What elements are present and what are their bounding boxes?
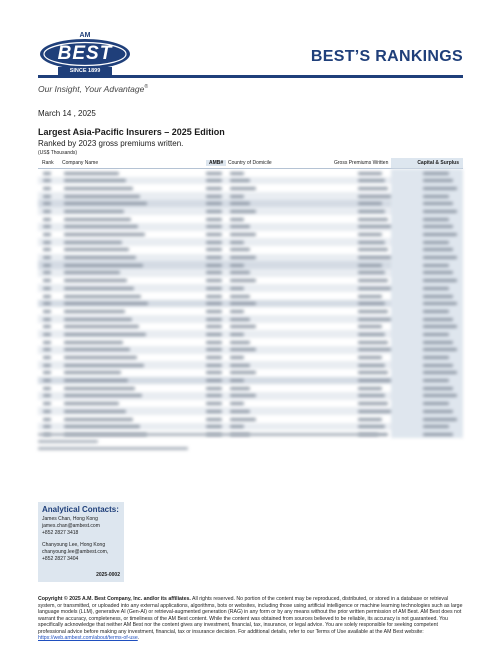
blurred-cell-text <box>43 410 51 413</box>
blurred-cell-text <box>358 325 382 328</box>
blurred-cell-text <box>206 425 222 428</box>
blurred-cell-text <box>230 195 244 198</box>
blurred-cell-text <box>43 387 51 390</box>
table-body-blurred <box>38 169 463 438</box>
table-row <box>38 346 463 354</box>
blurred-cell-text <box>423 179 453 182</box>
blurred-cell-text <box>64 210 124 213</box>
blurred-cell-text <box>358 279 388 282</box>
blurred-cell-text <box>206 325 222 328</box>
table-row <box>38 254 463 262</box>
blurred-cell-text <box>43 241 51 244</box>
blurred-cell-text <box>423 187 457 190</box>
blurred-cell-text <box>358 172 382 175</box>
blurred-cell-text <box>206 410 222 413</box>
header-divider <box>38 75 463 78</box>
contact-1-phone: +852 2827 3418 <box>42 530 79 536</box>
blurred-cell-text <box>64 325 139 328</box>
blurred-cell-text <box>423 225 453 228</box>
blurred-cell-text <box>206 264 222 267</box>
blurred-cell-text <box>206 256 222 259</box>
blurred-cell-text <box>423 341 453 344</box>
blurred-cell-text <box>358 341 388 344</box>
blurred-cell-text <box>206 371 222 374</box>
tagline-text: Our Insight, Your Advantage <box>38 84 145 94</box>
blurred-cell-text <box>206 287 222 290</box>
blurred-cell-text <box>64 364 144 367</box>
table-row <box>38 223 463 231</box>
table-row <box>38 338 463 346</box>
terms-of-use-link[interactable]: https://web.ambest.com/about/terms-of-use <box>38 635 138 641</box>
blurred-cell-text <box>358 195 391 198</box>
copyright-lead: Copyright © 2025 A.M. Best Company, Inc. and/or its affiliates. <box>38 596 191 602</box>
blurred-cell-text <box>358 418 382 421</box>
am-best-logo <box>38 32 132 78</box>
blurred-cell-text <box>64 318 132 321</box>
table-row <box>38 284 463 292</box>
blurred-cell-text <box>64 218 131 221</box>
blurred-cell-text <box>358 333 385 336</box>
blurred-cell-text <box>358 364 385 367</box>
logo-best-text: BEST <box>57 43 113 64</box>
blurred-cell-text <box>43 356 51 359</box>
table-row <box>38 300 463 308</box>
blurred-cell-text <box>206 333 222 336</box>
blurred-cell-text <box>206 187 222 190</box>
blurred-cell-text <box>230 302 256 305</box>
blurred-cell-text <box>206 241 222 244</box>
contact-1-name: James Chan, Hong Kong <box>42 516 98 522</box>
blurred-cell-text <box>64 225 138 228</box>
blurred-cell-text <box>206 248 222 251</box>
copyright-notice: Copyright © 2025 A.M. Best Company, Inc. and/or its affiliates. All rights reserved. No portion of the content may be reproduced, distributed, or stored in a database or retrieval system, or transmitted, or uploaded into any external applications, algorithms, bots or websites, including those using artificial intelligence or machine learning technologies such as large language models (LLM), generative AI (Gen-AI) or retrieval-augmented generation (RAG) in any form or by any means without the prior written permission of AM Best. AM Best does not warrant the accuracy, completeness, or timeliness of the AM Best content. While the content was obtained from sources believed to be reliable, its accuracy is not guaranteed. You specifically acknowledge that neither AM Best nor the content gives any investment, financial, tax, insurance, or legal advice. You are solely responsible for seeking competent professional advice before making any investment, financial, tax or insurance decision. For additional details, refer to our Terms of Use available at the AM Best website: https://web.ambest.com/about/terms-of-use. <box>38 596 463 641</box>
blurred-cell-text <box>43 218 51 221</box>
blurred-cell-text <box>358 179 385 182</box>
table-row <box>38 169 463 177</box>
table-footnotes-blurred <box>38 433 388 454</box>
blurred-cell-text <box>206 202 222 205</box>
blurred-cell-text <box>64 279 127 282</box>
blurred-cell-text <box>43 264 51 267</box>
table-row <box>38 315 463 323</box>
blurred-cell-text <box>358 264 382 267</box>
blurred-cell-text <box>64 295 141 298</box>
blurred-cell-text <box>64 233 145 236</box>
blurred-cell-text <box>423 248 453 251</box>
blurred-cell-text <box>358 356 382 359</box>
blurred-cell-text <box>206 394 222 397</box>
table-row <box>38 330 463 338</box>
page-header <box>0 0 500 94</box>
blurred-cell-text <box>423 394 457 397</box>
table-row <box>38 423 463 431</box>
blurred-cell-text <box>423 210 457 213</box>
blurred-cell-text <box>43 325 51 328</box>
blurred-cell-text <box>358 394 385 397</box>
blurred-cell-text <box>230 271 250 274</box>
blurred-cell-text <box>230 210 256 213</box>
blurred-cell-text <box>230 218 244 221</box>
blurred-cell-text <box>230 264 244 267</box>
blurred-cell-text <box>423 387 453 390</box>
blurred-cell-text <box>423 271 453 274</box>
blurred-cell-text <box>43 333 51 336</box>
table-row <box>38 369 463 377</box>
blurred-cell-text <box>423 379 449 382</box>
blurred-cell-text <box>206 348 222 351</box>
blurred-cell-text <box>358 225 391 228</box>
blurred-cell-text <box>358 387 382 390</box>
report-title: Largest Asia-Pacific Insurers – 2025 Edition <box>38 127 225 137</box>
blurred-cell-text <box>43 295 51 298</box>
blurred-cell-text <box>423 418 457 421</box>
blurred-cell-text <box>64 241 122 244</box>
blurred-cell-text <box>230 387 250 390</box>
blurred-cell-text <box>43 348 51 351</box>
blurred-cell-text <box>358 202 382 205</box>
blurred-cell-text <box>206 233 222 236</box>
blurred-cell-text <box>230 202 250 205</box>
blurred-cell-text <box>206 279 222 282</box>
logo-am-text: AM <box>79 32 91 39</box>
blurred-cell-text <box>358 371 388 374</box>
table-row <box>38 200 463 208</box>
blurred-cell-text <box>423 302 457 305</box>
blurred-cell-text <box>230 371 256 374</box>
blurred-cell-text <box>423 241 449 244</box>
table-row <box>38 215 463 223</box>
blurred-cell-text <box>230 225 250 228</box>
blurred-cell-text <box>230 325 256 328</box>
contact-2-name: Chanyoung Lee, Hong Kong <box>42 542 106 548</box>
blurred-cell-text <box>358 410 391 413</box>
blurred-cell-text <box>64 287 134 290</box>
blurred-cell-text <box>423 371 457 374</box>
logo-since-text: SINCE 1899 <box>58 67 112 75</box>
blurred-cell-text <box>43 233 51 236</box>
table-row <box>38 361 463 369</box>
blurred-cell-text <box>230 333 244 336</box>
blurred-cell-text <box>358 271 385 274</box>
table-row <box>38 400 463 408</box>
blurred-cell-text <box>64 310 125 313</box>
blurred-cell-text <box>206 302 222 305</box>
contact-2-email[interactable]: chanyoung.lee@ambest.com, <box>42 549 109 555</box>
blurred-cell-text <box>206 364 222 367</box>
report-units: (US$ Thousands) <box>38 150 78 156</box>
blurred-cell-text <box>423 295 453 298</box>
blurred-cell-text <box>230 394 256 397</box>
copyright-body: All rights reserved. No portion of the content may be reproduced, distributed, or stored in a database or retrieval system, or transmitted, or uploaded into any external applications, algorithms, bots or websites, including those using artificial intelligence or machine learning technologies such as large language models (LLM), generative AI (Gen-AI) or retrieval-augmented generation (RAG) in any form or by any means without the prior written permission of AM Best. AM Best does not warrant the accuracy, completeness, or timeliness of the AM Best content. While the content was obtained from sources believed to be reliable, its accuracy is not guaranteed. You specifically acknowledge that neither AM Best nor the content gives any investment, financial, tax, insurance, or legal advice. You are solely responsible for seeking competent professional advice before making any investment, financial, tax or insurance decision. For additional details, refer to our Terms of Use available at the AM Best website: <box>38 596 463 635</box>
blurred-cell-text <box>423 318 453 321</box>
blurred-cell-text <box>423 356 449 359</box>
blurred-cell-text <box>206 172 222 175</box>
blurred-cell-text <box>358 218 388 221</box>
blurred-cell-text <box>43 172 51 175</box>
blurred-cell-text <box>230 379 244 382</box>
blurred-cell-text <box>358 348 391 351</box>
blurred-cell-text <box>64 172 119 175</box>
blurred-cell-text <box>64 302 148 305</box>
blurred-cell-text <box>358 402 388 405</box>
tagline <box>38 84 148 94</box>
blurred-cell-text <box>423 402 449 405</box>
blurred-cell-text <box>358 287 391 290</box>
blurred-cell-text <box>64 271 120 274</box>
blurred-cell-text <box>43 402 51 405</box>
blurred-cell-text <box>358 233 382 236</box>
blurred-cell-text <box>43 279 51 282</box>
blurred-cell-text <box>423 172 449 175</box>
blurred-cell-text <box>64 256 136 259</box>
blurred-cell-text <box>43 394 51 397</box>
table-row <box>38 407 463 415</box>
col-company-header: Company Name <box>62 160 99 166</box>
blurred-cell-text <box>423 233 457 236</box>
blurred-cell-text <box>230 402 244 405</box>
blurred-cell-text <box>43 418 51 421</box>
blurred-cell-text <box>64 402 119 405</box>
table-row <box>38 184 463 192</box>
blurred-cell-text <box>423 410 453 413</box>
blurred-cell-text <box>43 271 51 274</box>
blurred-cell-text <box>358 302 385 305</box>
blurred-cell-text <box>64 187 133 190</box>
blurred-cell-text <box>230 418 256 421</box>
blurred-cell-text <box>230 233 256 236</box>
blurred-cell-text <box>43 318 51 321</box>
blurred-cell-text <box>206 418 222 421</box>
col-premiums-header: Gross Premiums Written <box>334 160 389 166</box>
blurred-cell-text <box>230 287 244 290</box>
blurred-cell-text <box>43 310 51 313</box>
blurred-cell-text <box>230 256 256 259</box>
blurred-cell-text <box>43 341 51 344</box>
table-row <box>38 415 463 423</box>
blurred-cell-text <box>64 425 140 428</box>
blurred-cell-text <box>64 418 133 421</box>
table-row <box>38 277 463 285</box>
report-code: 2025-0002 <box>96 572 120 578</box>
blurred-cell-text <box>358 248 388 251</box>
table-header <box>38 158 463 169</box>
blurred-cell-text <box>423 310 449 313</box>
blurred-cell-text <box>64 333 146 336</box>
blurred-cell-text <box>423 364 453 367</box>
blurred-cell-text <box>64 348 130 351</box>
blurred-cell-text <box>206 225 222 228</box>
blurred-cell-text <box>64 341 123 344</box>
blurred-cell-text <box>206 218 222 221</box>
blurred-cell-text <box>423 256 457 259</box>
col-capital-header: Capital & Surplus <box>417 160 459 166</box>
blurred-cell-text <box>43 371 51 374</box>
blurred-cell-text <box>64 248 129 251</box>
blurred-cell-text <box>43 379 51 382</box>
table-row <box>38 238 463 246</box>
table-row <box>38 246 463 254</box>
blurred-cell-text <box>206 195 222 198</box>
blurred-cell-text <box>43 287 51 290</box>
blurred-cell-text <box>423 333 449 336</box>
footnote-line <box>38 433 378 436</box>
blurred-cell-text <box>230 172 244 175</box>
blurred-cell-text <box>64 387 135 390</box>
blurred-cell-text <box>64 356 137 359</box>
blurred-cell-text <box>64 264 143 267</box>
blurred-cell-text <box>358 318 391 321</box>
table-row <box>38 384 463 392</box>
blurred-cell-text <box>230 279 256 282</box>
blurred-cell-text <box>358 310 388 313</box>
table-row <box>38 177 463 185</box>
blurred-cell-text <box>423 195 449 198</box>
table-row <box>38 269 463 277</box>
col-rank-header: Rank <box>42 160 54 166</box>
blurred-cell-text <box>43 202 51 205</box>
blurred-cell-text <box>358 241 385 244</box>
blurred-cell-text <box>358 187 388 190</box>
blurred-cell-text <box>206 356 222 359</box>
blurred-cell-text <box>206 295 222 298</box>
blurred-cell-text <box>230 425 244 428</box>
contact-1-email[interactable]: james.chan@ambest.com <box>42 523 100 529</box>
footnote-line <box>38 440 98 443</box>
blurred-cell-text <box>206 341 222 344</box>
blurred-cell-text <box>43 179 51 182</box>
blurred-cell-text <box>423 218 449 221</box>
blurred-cell-text <box>358 425 385 428</box>
blurred-cell-text <box>64 394 142 397</box>
blurred-cell-text <box>358 379 391 382</box>
blurred-cell-text <box>64 379 128 382</box>
blurred-cell-text <box>423 433 453 436</box>
blurred-cell-text <box>64 195 140 198</box>
footnote-line <box>38 447 188 450</box>
blurred-cell-text <box>43 256 51 259</box>
blurred-cell-text <box>43 187 51 190</box>
blurred-cell-text <box>423 202 453 205</box>
table-row <box>38 261 463 269</box>
table-row <box>38 392 463 400</box>
blurred-cell-text <box>358 210 385 213</box>
blurred-cell-text <box>43 248 51 251</box>
table-row <box>38 292 463 300</box>
blurred-cell-text <box>206 271 222 274</box>
report-subtitle: Ranked by 2023 gross premiums written. <box>38 139 184 148</box>
blurred-cell-text <box>230 179 250 182</box>
blurred-cell-text <box>43 195 51 198</box>
table-row <box>38 207 463 215</box>
table-row <box>38 323 463 331</box>
blurred-cell-text <box>206 402 222 405</box>
blurred-cell-text <box>206 379 222 382</box>
blurred-cell-text <box>423 325 457 328</box>
blurred-cell-text <box>43 364 51 367</box>
brand-title: BEST’S RANKINGS <box>310 48 463 65</box>
blurred-cell-text <box>64 179 126 182</box>
blurred-cell-text <box>230 241 244 244</box>
blurred-cell-text <box>206 318 222 321</box>
blurred-cell-text <box>230 410 250 413</box>
analytical-contacts <box>38 502 124 582</box>
blurred-cell-text <box>230 187 256 190</box>
blurred-cell-text <box>64 371 121 374</box>
registered-mark: ® <box>144 84 149 91</box>
blurred-cell-text <box>230 356 244 359</box>
table-row <box>38 307 463 315</box>
blurred-cell-text <box>230 318 250 321</box>
blurred-cell-text <box>43 210 51 213</box>
blurred-cell-text <box>64 202 147 205</box>
blurred-cell-text <box>43 302 51 305</box>
table-row <box>38 377 463 385</box>
table-row <box>38 192 463 200</box>
blurred-cell-text <box>230 341 250 344</box>
table-row <box>38 354 463 362</box>
contacts-title: Analytical Contacts: <box>42 505 119 514</box>
blurred-cell-text <box>423 348 457 351</box>
blurred-cell-text <box>423 287 449 290</box>
blurred-cell-text <box>206 210 222 213</box>
blurred-cell-text <box>230 248 250 251</box>
report-date: March 14 , 2025 <box>38 109 96 118</box>
blurred-cell-text <box>423 279 457 282</box>
col-amb-header: AMB# <box>206 160 226 166</box>
blurred-cell-text <box>423 264 449 267</box>
blurred-cell-text <box>43 225 51 228</box>
blurred-cell-text <box>230 295 250 298</box>
table-row <box>38 231 463 239</box>
blurred-cell-text <box>230 364 250 367</box>
blurred-cell-text <box>206 179 222 182</box>
blurred-cell-text <box>230 310 244 313</box>
blurred-cell-text <box>43 425 51 428</box>
contact-2-phone: +852 2827 3404 <box>42 556 79 562</box>
blurred-cell-text <box>64 410 126 413</box>
col-country-header: Country of Domicile <box>228 160 272 166</box>
blurred-cell-text <box>358 295 382 298</box>
blurred-cell-text <box>206 310 222 313</box>
blurred-cell-text <box>206 387 222 390</box>
blurred-cell-text <box>230 348 256 351</box>
blurred-cell-text <box>423 425 449 428</box>
rankings-table <box>38 158 463 438</box>
blurred-cell-text <box>358 256 391 259</box>
